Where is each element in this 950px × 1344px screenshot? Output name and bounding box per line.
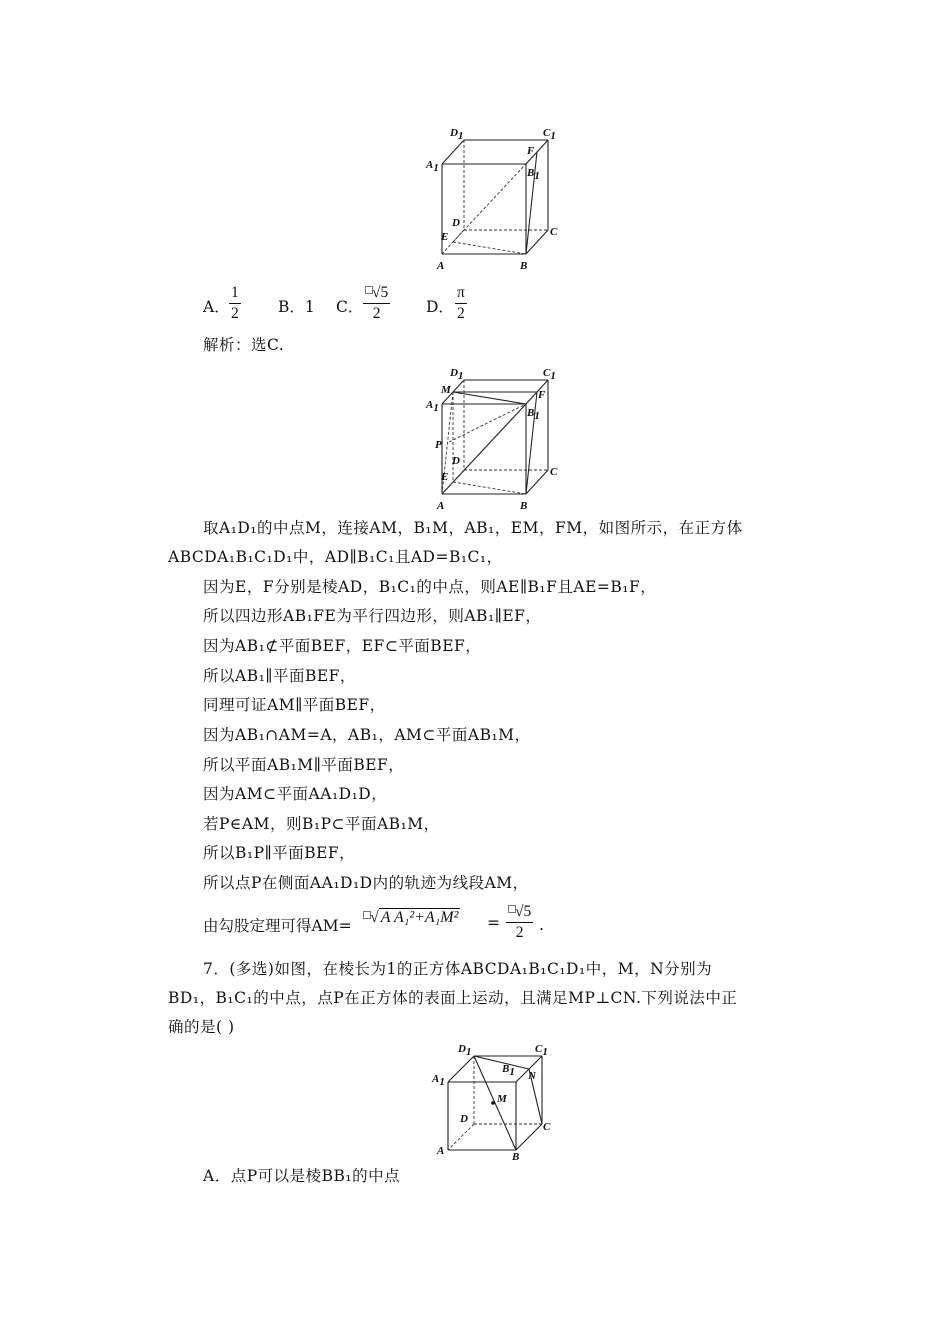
- label-d1: D1: [458, 1043, 472, 1058]
- option-b: B．1: [278, 298, 315, 316]
- solution-line-12: 所以B₁P∥平面BEF，: [203, 844, 356, 862]
- solution-line-4: 所以四边形AB₁FE为平行四边形，则AB₁∥EF，: [203, 607, 542, 625]
- label-b: B: [520, 260, 528, 272]
- final-den: 2: [515, 924, 524, 941]
- option-c-den: 2: [372, 305, 381, 322]
- final-num: √5: [515, 903, 532, 920]
- label-a1: A1: [426, 399, 439, 414]
- option-c-key: C．: [336, 298, 364, 316]
- final-prefix: 由勾股定理可得AM=: [203, 917, 352, 935]
- question7-line-3: 确的是( ): [168, 1018, 235, 1036]
- final-end: .: [539, 916, 544, 934]
- label-a1: A1: [432, 1073, 445, 1088]
- label-a: A: [437, 1145, 445, 1157]
- label-e: E: [441, 231, 449, 243]
- cube-figure-1: [420, 120, 570, 275]
- final-fraction: [506, 902, 533, 943]
- label-p: P: [435, 439, 442, 451]
- option-d-den: 2: [457, 305, 465, 322]
- label-m: M: [497, 1093, 507, 1105]
- option-a-key: A．: [203, 298, 230, 316]
- final-radicand: A A₁²+A₁M²: [380, 909, 459, 926]
- option-d-fraction: [455, 283, 467, 324]
- solution-line-13: 所以点P在侧面AA₁D₁D内的轨迹为线段AM，: [203, 874, 529, 892]
- solution-line-6: 所以AB₁∥平面BEF，: [203, 667, 356, 685]
- solution-line-9: 所以平面AB₁M∥平面BEF，: [203, 756, 405, 774]
- question7-line-2: BD₁，B₁C₁的中点，点P在正方体的表面上运动，且满足MP⊥CN.下列说法中正: [168, 989, 738, 1007]
- label-f: F: [538, 389, 546, 401]
- options-row: [203, 283, 543, 329]
- label-e: E: [441, 471, 449, 483]
- solution-line-5: 因为AB₁⊄平面BEF，EF⊂平面BEF，: [203, 637, 482, 655]
- label-f: F: [527, 145, 535, 157]
- option-d-num: π: [455, 283, 467, 304]
- final-formula: [203, 900, 703, 950]
- analysis-line: 解析：选C.: [203, 336, 285, 354]
- solution-line-7: 同理可证AM∥平面BEF，: [203, 696, 386, 714]
- label-d1: D1: [450, 127, 464, 142]
- final-eq: =: [487, 914, 500, 932]
- label-a1: A1: [426, 159, 439, 174]
- label-c1: C1: [543, 127, 556, 142]
- option-a-num: 1: [229, 283, 241, 304]
- solution-line-11: 若P∈AM，则B₁P⊂平面AB₁M，: [203, 815, 440, 833]
- option-c-fraction: [363, 283, 390, 324]
- label-b: B: [512, 1151, 520, 1163]
- label-b1: B1: [502, 1063, 515, 1078]
- label-c1: C1: [543, 367, 556, 382]
- cube-figure-3: [420, 1036, 570, 1166]
- label-c: C: [550, 226, 558, 238]
- label-d: D: [460, 1113, 468, 1125]
- option-c-num: √5: [372, 284, 389, 301]
- option-a-fraction: [229, 283, 241, 324]
- solution-line-3: 因为E，F分别是棱AD，B₁C₁的中点，则AE∥B₁F且AE=B₁F，: [203, 578, 657, 596]
- question7-option-a: A．点P可以是棱BB₁的中点: [203, 1167, 401, 1185]
- label-c1: C1: [535, 1043, 548, 1058]
- label-a: A: [437, 260, 445, 272]
- question7-line-1: 7．(多选)如图，在棱长为1的正方体ABCDA₁B₁C₁D₁中，M，N分别为: [203, 960, 713, 978]
- label-d1: D1: [450, 367, 464, 382]
- cube-figure-2: [420, 360, 570, 515]
- solution-line-1: 取A₁D₁的中点M，连接AM，B₁M，AB₁，EM，FM，如图所示，在正方体: [203, 519, 743, 537]
- label-d: D: [452, 455, 460, 467]
- solution-line-8: 因为AB₁∩AM=A，AB₁，AM⊂平面AB₁M，: [203, 726, 531, 744]
- label-n: N: [528, 1070, 536, 1082]
- final-radical: √ A A₁²+A₁M²: [363, 908, 460, 927]
- label-d: D: [452, 217, 460, 229]
- option-a-den: 2: [231, 305, 239, 322]
- label-c: C: [550, 466, 558, 478]
- label-b1: B1: [527, 167, 540, 182]
- label-m: M: [441, 384, 451, 396]
- label-c: C: [543, 1121, 551, 1133]
- solution-line-2: ABCDA₁B₁C₁D₁中，AD∥B₁C₁且AD=B₁C₁，: [168, 548, 503, 566]
- label-b1: B1: [527, 407, 540, 422]
- label-a: A: [437, 500, 445, 512]
- option-d-key: D．: [426, 298, 454, 316]
- solution-line-10: 因为AM⊂平面AA₁D₁D，: [203, 785, 388, 803]
- label-b: B: [520, 500, 528, 512]
